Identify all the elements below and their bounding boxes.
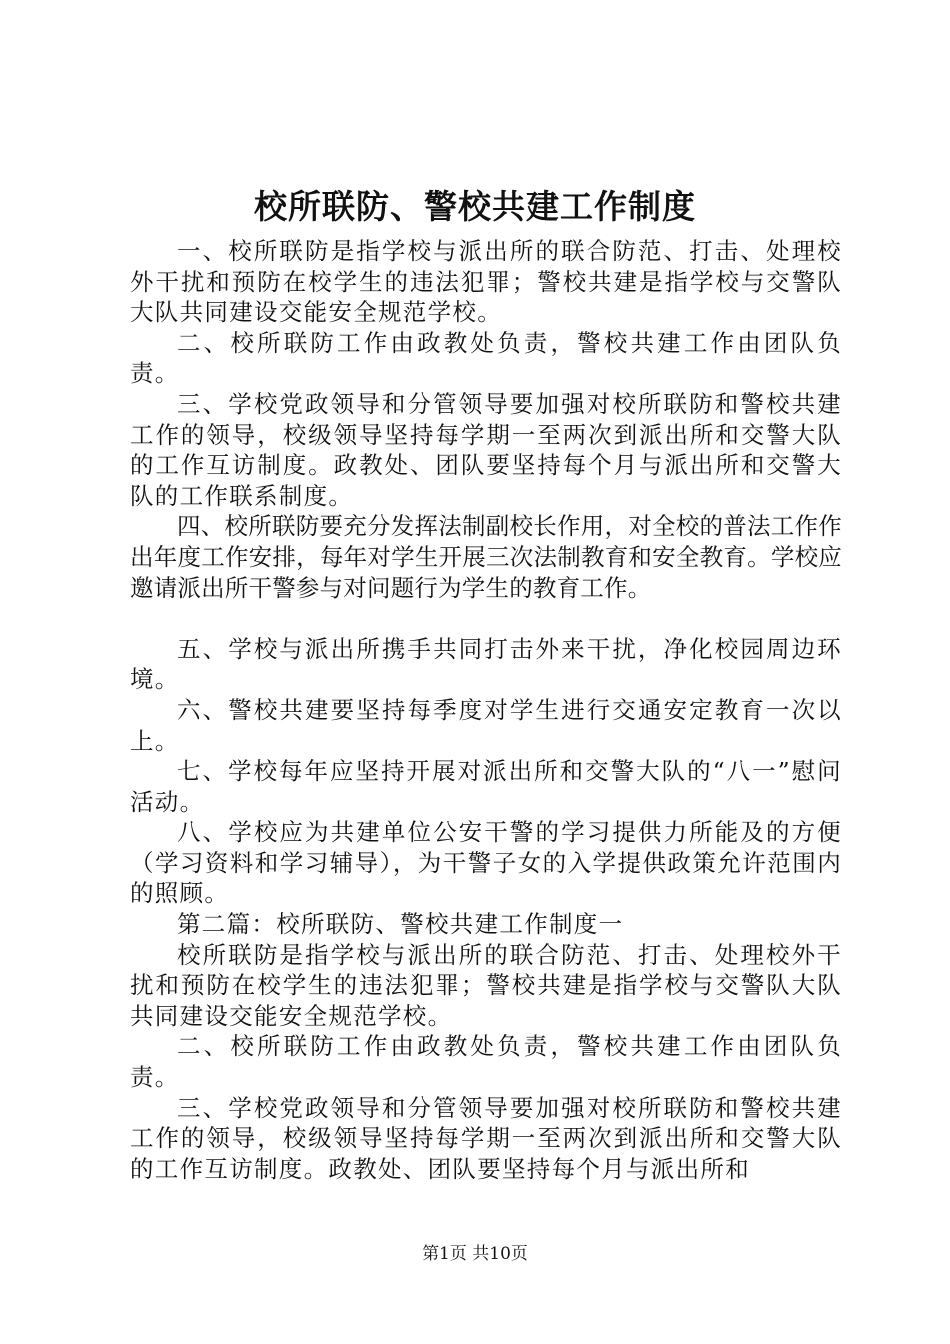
paragraph-7: 七、学校每年应坚持开展对派出所和交警大队的“八一”慰问活动。 [130,757,842,816]
paragraph-8: 八、学校应为共建单位公安干警的学习提供力所能及的方便（学习资料和学习辅导），为干警子女的入学提供政策允许范围内的照顾。 [130,818,842,908]
paragraph-3: 三、学校党政领导和分管领导要加强对校所联防和警校共建工作的领导，校级领导坚持每学期一至两次到派出所和交警大队的工作互访制度。政教处、团队要坚持每个月与派出所和交警大队的工作联系制度。 [130,389,842,510]
paragraph-9: 校所联防是指学校与派出所的联合防范、打击、处理校外干扰和预防在校学生的违法犯罪；警校共建是指学校与交警队大队共同建设交能安全规范学校。 [130,940,842,1030]
paragraph-2: 二、校所联防工作由政教处负责，警校共建工作由团队负责。 [130,328,842,388]
section-heading: 第二篇：校所联防、警校共建工作制度一 [177,910,624,939]
paragraph-6: 六、警校共建要坚持每季度对学生进行交通安定教育一次以上。 [130,695,842,755]
paragraph-11: 三、学校党政领导和分管领导要加强对校所联防和警校共建工作的领导，校级领导坚持每学期一至两次到派出所和交警大队的工作互访制度。政教处、团队要坚持每个月与派出所和 [130,1093,842,1183]
paragraph-4: 四、校所联防要充分发挥法制副校长作用，对全校的普法工作作出年度工作安排，每年对学生开展三次法制教育和安全教育。学校应邀请派出所干警参与对问题行为学生的教育工作。 [130,512,842,602]
document-body [130,236,842,1184]
document-title: 校所联防、警校共建工作制度 [254,187,696,226]
paragraph-10: 二、校所联防工作由政教处负责，警校共建工作由团队负责。 [130,1032,842,1092]
page-footer: 第1页 共10页 [422,1244,528,1264]
paragraph-1: 一、校所联防是指学校与派出所的联合防范、打击、处理校外干扰和预防在校学生的违法犯罪；警校共建是指学校与交警队大队共同建设交能安全规范学校。 [130,237,842,327]
paragraph-5: 五、学校与派出所携手共同打击外来干扰，净化校园周边环境。 [130,634,842,694]
